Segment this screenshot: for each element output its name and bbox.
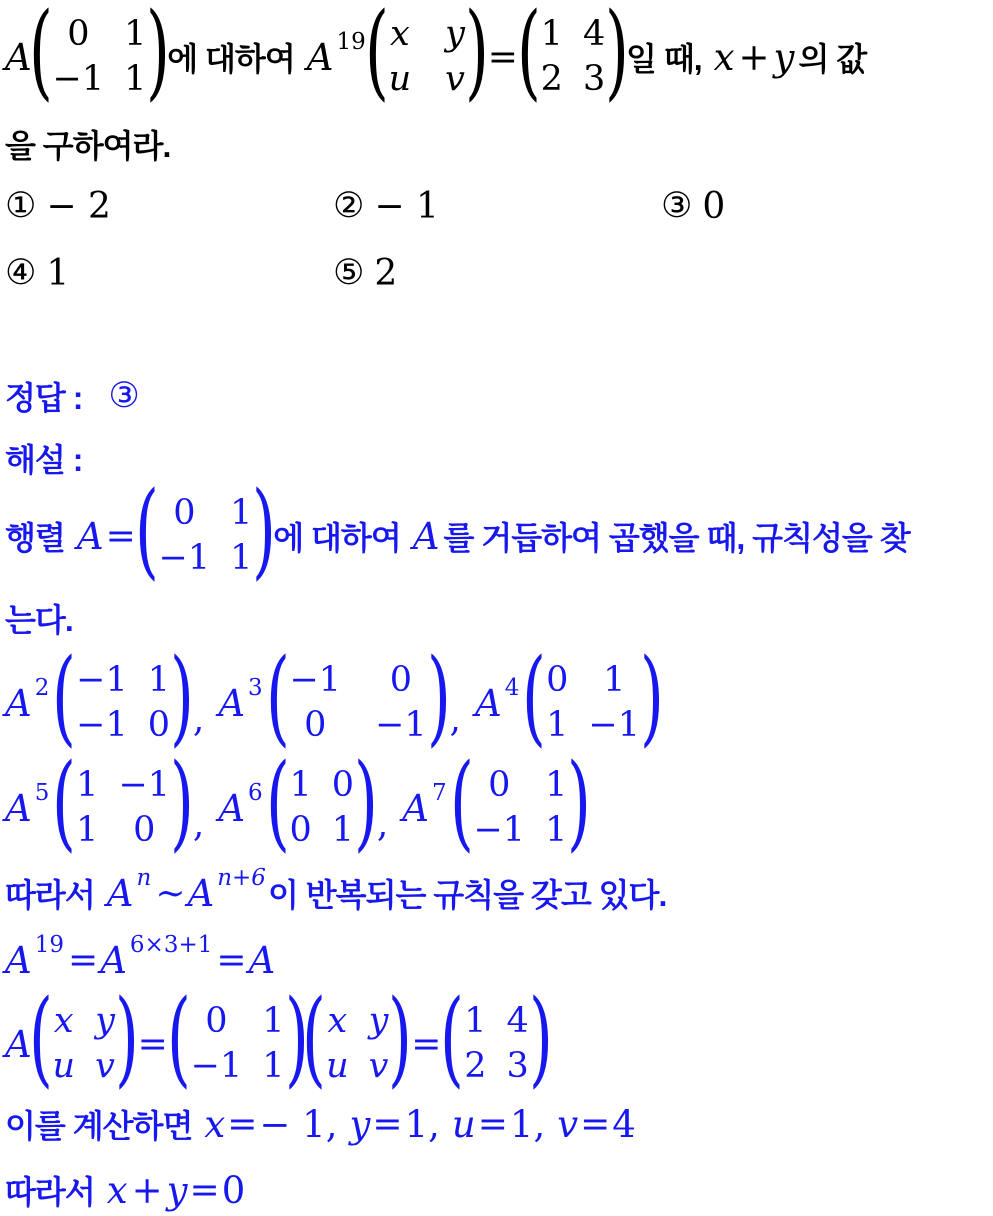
value-v: 4 (612, 1102, 636, 1146)
var-A: A (76, 514, 104, 558)
equals-sign: = (411, 1023, 442, 1065)
separator-comma: , (449, 699, 461, 740)
matrix-A7 (449, 741, 592, 864)
matrix-cell: 3 (506, 1046, 529, 1086)
problem-text-2: 일 때, (626, 41, 702, 77)
matrix-cell: v (95, 1046, 115, 1086)
matrix-cells (73, 658, 173, 748)
value-zero: 0 (221, 1168, 246, 1212)
matrix-cell: 1 (540, 14, 563, 54)
matrix-xyuv (302, 977, 413, 1100)
matrix-A3 (265, 636, 451, 759)
var-A: A (412, 514, 440, 558)
matrix-cell: −1 (289, 660, 342, 700)
equals-sign: = (68, 939, 99, 981)
right-paren-icon: ) (464, 0, 489, 113)
matrix-cell: 1 (76, 765, 99, 805)
matrix-cell: −1 (158, 538, 211, 578)
var-A: A (218, 786, 246, 830)
superscript-3: 3 (248, 675, 263, 701)
right-paren-icon: ) (528, 977, 553, 1100)
separator-comma: , (428, 1102, 440, 1146)
choice-5-marker: ⑤ (333, 253, 365, 293)
left-paren-icon: ( (364, 0, 389, 113)
matrix-A-def (134, 469, 277, 592)
right-paren-icon: ) (388, 977, 413, 1100)
matrix-cell: 3 (582, 59, 606, 99)
calc-text-pre: 이를 계산하면 (5, 1108, 193, 1144)
separator-comma: , (325, 1102, 338, 1146)
plus-sign: + (131, 1168, 163, 1212)
matrix-cells (188, 999, 288, 1089)
answer-label: 정답 : (5, 380, 83, 416)
matrix-A5 (52, 741, 194, 864)
matrix-cell: 1 (545, 765, 568, 805)
superscript-6x3plus1: 6×3+1 (129, 932, 213, 958)
matrix-cell: y (368, 1001, 389, 1041)
matrix-cell: y (95, 1001, 115, 1041)
matrix-cell: −1 (76, 705, 128, 745)
choice-4-value: 1 (46, 252, 70, 294)
separator-comma: , (533, 1102, 546, 1146)
right-paren-icon: ) (284, 977, 309, 1100)
value-u: 1 (509, 1102, 534, 1146)
matrix-cell: −1 (76, 660, 128, 700)
var-A: A (218, 681, 246, 725)
matrix-xyuv (28, 977, 139, 1100)
matrix-cell: v (368, 1046, 389, 1086)
var-A: A (5, 681, 32, 725)
var-y: y (166, 1168, 188, 1212)
powers-row-1 (5, 636, 664, 759)
matrix-A4 (522, 636, 664, 759)
problem-line-2 (5, 120, 170, 168)
plus-sign: + (738, 35, 770, 79)
matrix-cell: 0 (205, 1001, 228, 1041)
answer-value: ③ (108, 376, 140, 416)
problem-text-3: 의 값 (798, 41, 867, 77)
left-paren-icon: ( (265, 636, 290, 759)
matrix-cell: 1 (603, 660, 626, 700)
matrix-cells (286, 658, 429, 748)
right-paren-icon: ) (170, 636, 194, 759)
product-line (5, 977, 553, 1100)
rule-text-pre: 따라서 (5, 877, 95, 913)
equals-sign: = (487, 36, 518, 78)
matrix-cells (323, 999, 391, 1089)
matrix-cell: 0 (173, 493, 196, 533)
equals-sign: = (477, 1103, 508, 1145)
var-A: A (402, 786, 430, 830)
powers-row-2 (5, 741, 592, 864)
matrix-cell: 0 (67, 14, 90, 54)
matrix-A (28, 0, 171, 113)
matrix-cell: 0 (133, 810, 156, 850)
superscript-4: 4 (504, 675, 520, 701)
matrix-cells (286, 763, 357, 853)
var-x: x (106, 1168, 128, 1212)
matrix-cell: y (445, 14, 465, 54)
superscript-7: 7 (432, 780, 447, 806)
var-A: A (100, 938, 127, 982)
matrix-cell: 1 (546, 705, 569, 745)
equals-sign: = (372, 1103, 403, 1145)
var-A: A (248, 938, 276, 982)
left-paren-icon: ( (302, 977, 327, 1100)
matrix-cells (543, 658, 643, 748)
left-paren-icon: ( (516, 0, 541, 113)
matrix-cell: 4 (506, 1001, 529, 1041)
matrix-cells (73, 763, 173, 853)
expl-text-mid: 에 대하여 (273, 520, 401, 556)
matrix-cell: 0 (546, 660, 569, 700)
separator-comma: , (192, 699, 205, 740)
choice-1-value: − 2 (46, 185, 111, 227)
var-A: A (5, 786, 32, 830)
var-A: A (5, 35, 32, 79)
matrix-cell: u (388, 59, 412, 99)
separator-comma: , (192, 804, 205, 845)
superscript-2: 2 (34, 675, 50, 701)
var-A: A (106, 871, 134, 915)
choice-2-marker: ② (333, 186, 365, 226)
matrix-1423-cells (538, 12, 609, 102)
right-paren-icon: ) (639, 636, 664, 759)
value-y: 1 (404, 1102, 429, 1146)
left-paren-icon: ( (28, 977, 53, 1100)
choice-3-value: 0 (702, 185, 726, 227)
rule-line (5, 865, 667, 918)
superscript-6: 6 (248, 780, 263, 806)
matrix-cell: x (389, 14, 410, 54)
right-paren-icon: ) (354, 741, 378, 864)
superscript-5: 5 (34, 780, 50, 806)
final-text-pre: 따라서 (5, 1174, 95, 1210)
left-paren-icon: ( (449, 741, 474, 864)
final-line (5, 1166, 245, 1214)
matrix-cell: 1 (464, 1001, 487, 1041)
matrix-cell: v (445, 59, 465, 99)
matrix-cell: u (326, 1046, 349, 1086)
superscript-n: n (136, 865, 152, 891)
problem-text-4: 을 구하여라. (5, 128, 171, 164)
matrix-cell: 1 (289, 765, 312, 805)
matrix-cell: 1 (230, 493, 253, 533)
problem-text-1: 에 대하여 (167, 41, 295, 77)
value-x: − 1 (259, 1102, 326, 1146)
matrix-cell: 1 (124, 14, 147, 54)
choice-2[interactable] (333, 184, 439, 228)
matrix-cell: 1 (545, 810, 568, 850)
explanation-label: 해설 : (5, 442, 83, 478)
var-y: y (773, 35, 795, 79)
separator-comma: , (376, 804, 389, 845)
matrix-cell: 1 (262, 1001, 285, 1041)
explanation-line-2 (5, 596, 73, 640)
choice-5-value: 2 (374, 252, 398, 294)
left-paren-icon: ( (166, 977, 191, 1100)
matrix-cell: 1 (262, 1046, 285, 1086)
equals-sign: = (105, 515, 136, 557)
var-u: u (451, 1102, 476, 1146)
matrix-A2 (52, 636, 194, 759)
matrix-cell: 0 (304, 705, 327, 745)
similar-sign: ∼ (155, 872, 186, 914)
superscript-19: 19 (336, 29, 366, 55)
var-v: v (557, 1102, 579, 1146)
matrix-cell: 0 (289, 810, 312, 850)
matrix-1423 (440, 977, 553, 1100)
matrix-cells (156, 491, 256, 581)
left-paren-icon: ( (52, 636, 77, 759)
left-paren-icon: ( (28, 0, 53, 113)
right-paren-icon: ) (146, 0, 171, 113)
left-paren-icon: ( (522, 636, 547, 759)
matrix-cell: 2 (540, 59, 563, 99)
right-paren-icon: ) (114, 977, 139, 1100)
left-paren-icon: ( (265, 741, 290, 864)
matrix-xyuv (364, 0, 489, 113)
explanation-line-1 (5, 469, 910, 592)
equals-sign: = (227, 1103, 258, 1145)
var-A: A (187, 871, 215, 915)
superscript-n-plus-6: n+6 (217, 865, 266, 891)
matrix-cell: −1 (588, 705, 641, 745)
right-paren-icon: ) (170, 741, 194, 864)
var-A: A (474, 681, 502, 725)
expl-text-post: 를 거듭하여 곱했을 때, 규칙성을 찾 (443, 520, 910, 556)
matrix-cell: 0 (389, 660, 413, 700)
problem-line-1 (5, 0, 867, 113)
equals-sign: = (137, 1023, 168, 1065)
matrix-cell: 0 (147, 705, 171, 745)
left-paren-icon: ( (440, 977, 465, 1100)
var-A-pow: A (306, 35, 334, 79)
calc-line (5, 1100, 636, 1148)
matrix-A-cells (50, 12, 150, 102)
matrix-cell: 4 (582, 14, 606, 54)
choice-3[interactable] (661, 184, 725, 228)
matrix-cell: x (327, 1001, 348, 1041)
matrix-cell: −1 (118, 765, 171, 805)
choice-1-marker: ① (5, 186, 37, 226)
right-paren-icon: ) (567, 741, 592, 864)
var-x: x (713, 35, 735, 79)
matrix-cell: 0 (488, 765, 511, 805)
matrix-cell: 1 (76, 810, 99, 850)
expl-text-pre: 행렬 (5, 520, 65, 556)
explanation-label-line (5, 436, 82, 480)
equals-sign: = (580, 1103, 611, 1145)
var-y: y (349, 1102, 371, 1146)
equals-sign: = (216, 939, 247, 981)
matrix-cells (470, 763, 570, 853)
choice-4[interactable] (5, 251, 69, 295)
matrix-cells (461, 999, 532, 1089)
left-paren-icon: ( (52, 741, 77, 864)
matrix-cell: 1 (147, 660, 171, 700)
var-A: A (5, 1022, 32, 1066)
choice-5[interactable] (333, 251, 397, 295)
matrix-cell: 1 (230, 538, 253, 578)
matrix-cell: −1 (375, 705, 427, 745)
answer-line (5, 374, 140, 418)
equals-sign: = (189, 1169, 220, 1211)
matrix-cell: 1 (331, 810, 355, 850)
choice-1[interactable] (5, 184, 111, 228)
matrix-cell: −1 (473, 810, 526, 850)
choice-3-marker: ③ (661, 186, 693, 226)
matrix-1423 (516, 0, 630, 113)
rule-text-post: 이 반복되는 규칙을 갖고 있다. (267, 877, 667, 913)
matrix-cells (50, 999, 118, 1089)
matrix-xyuv-cells (386, 12, 468, 102)
var-A: A (5, 938, 32, 982)
choice-4-marker: ④ (5, 253, 37, 293)
matrix-cell: −1 (190, 1046, 243, 1086)
matrix-cell: 1 (124, 59, 147, 99)
superscript-19: 19 (34, 932, 65, 958)
matrix-cell: 0 (331, 765, 355, 805)
right-paren-icon: ) (605, 0, 630, 113)
right-paren-icon: ) (426, 636, 451, 759)
choice-2-value: − 1 (374, 185, 439, 227)
matrix-cell: x (53, 1001, 74, 1041)
right-paren-icon: ) (252, 469, 277, 592)
matrix-A6 (265, 741, 378, 864)
left-paren-icon: ( (134, 469, 159, 592)
matrix-cell: u (52, 1046, 76, 1086)
matrix-A-def (166, 977, 309, 1100)
matrix-cell: −1 (52, 59, 105, 99)
var-x: x (204, 1102, 226, 1146)
expl-text-2: 는다. (5, 602, 73, 638)
matrix-cell: 2 (464, 1046, 487, 1086)
